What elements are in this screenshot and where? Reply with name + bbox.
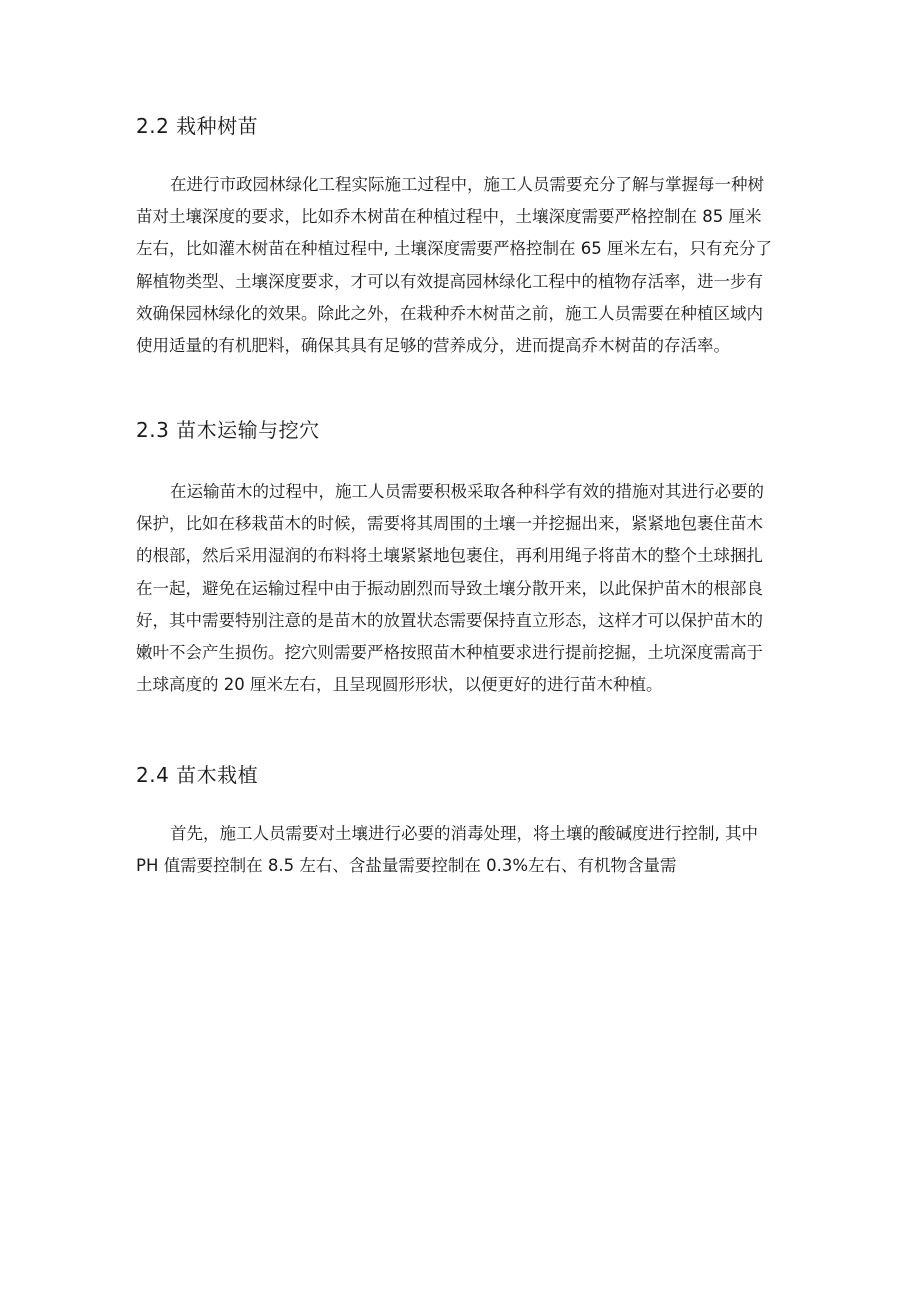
paragraph-line: 在进行市政园林绿化工程实际施工过程中，施工人员需要充分了解与掌握每一种树 — [170, 175, 764, 194]
paragraph-line: 解植物类型、土壤深度要求，才可以有效提高园林绿化工程中的植物存活率，进一步有 — [136, 271, 763, 291]
paragraph-line: 使用适量的有机肥料，确保其具有足够的营养成分，进而提高乔木树苗的存活率。 — [136, 335, 730, 355]
paragraph-line: PH 值需要控制在 8.5 左右、含盐量需要控制在 0.3%左右、有机物含量需 — [136, 856, 677, 876]
section-heading-2-2: 2.2 栽种树苗 — [136, 114, 259, 138]
paragraph-line: 左右，比如灌木树苗在种植过程中, 土壤深度需要严格控制在 65 厘米左右，只有充分了 — [136, 239, 772, 259]
paragraph-line: 在一起，避免在运输过程中由于振动剧烈而导致土壤分散开来，以此保护苗木的根部良 — [136, 578, 763, 598]
paragraph-line: 首先，施工人员需要对土壤进行必要的消毒处理，将土壤的酸碱度进行控制, 其中 — [170, 824, 758, 843]
paragraph-line: 效确保园林绿化的效果。除此之外，在栽种乔木树苗之前，施工人员需要在种植区域内 — [136, 303, 763, 323]
section-paragraph-2-4 — [136, 818, 784, 882]
section-paragraph-2-3 — [136, 476, 784, 701]
section-heading-2-4: 2.4 苗木栽植 — [136, 763, 259, 787]
paragraph-line: 土球高度的 20 厘米左右，且呈现圆形形状，以便更好的进行苗木种植。 — [136, 675, 663, 695]
section-paragraph-2-2 — [136, 169, 784, 362]
section-heading-2-3: 2.3 苗木运输与挖穴 — [136, 418, 320, 442]
paragraph-line: 好，其中需要特别注意的是苗木的放置状态需要保持直立形态，这样才可以保护苗木的 — [136, 610, 763, 630]
paragraph-line: 的根部，然后采用湿润的布料将土壤紧紧地包裹住，再利用绳子将苗木的整个土球捆扎 — [136, 546, 763, 566]
paragraph-line: 苗对土壤深度的要求，比如乔木树苗在种植过程中，土壤深度需要严格控制在 85 厘米 — [136, 207, 762, 227]
paragraph-line: 在运输苗木的过程中，施工人员需要积极采取各种科学有效的措施对其进行必要的 — [170, 482, 764, 501]
paragraph-line: 嫩叶不会产生损伤。挖穴则需要严格按照苗木种植要求进行提前挖掘，土坑深度需高于 — [136, 642, 763, 662]
paragraph-line: 保护，比如在移栽苗木的时候，需要将其周围的土壤一并挖掘出来，紧紧地包裹住苗木 — [136, 514, 763, 534]
